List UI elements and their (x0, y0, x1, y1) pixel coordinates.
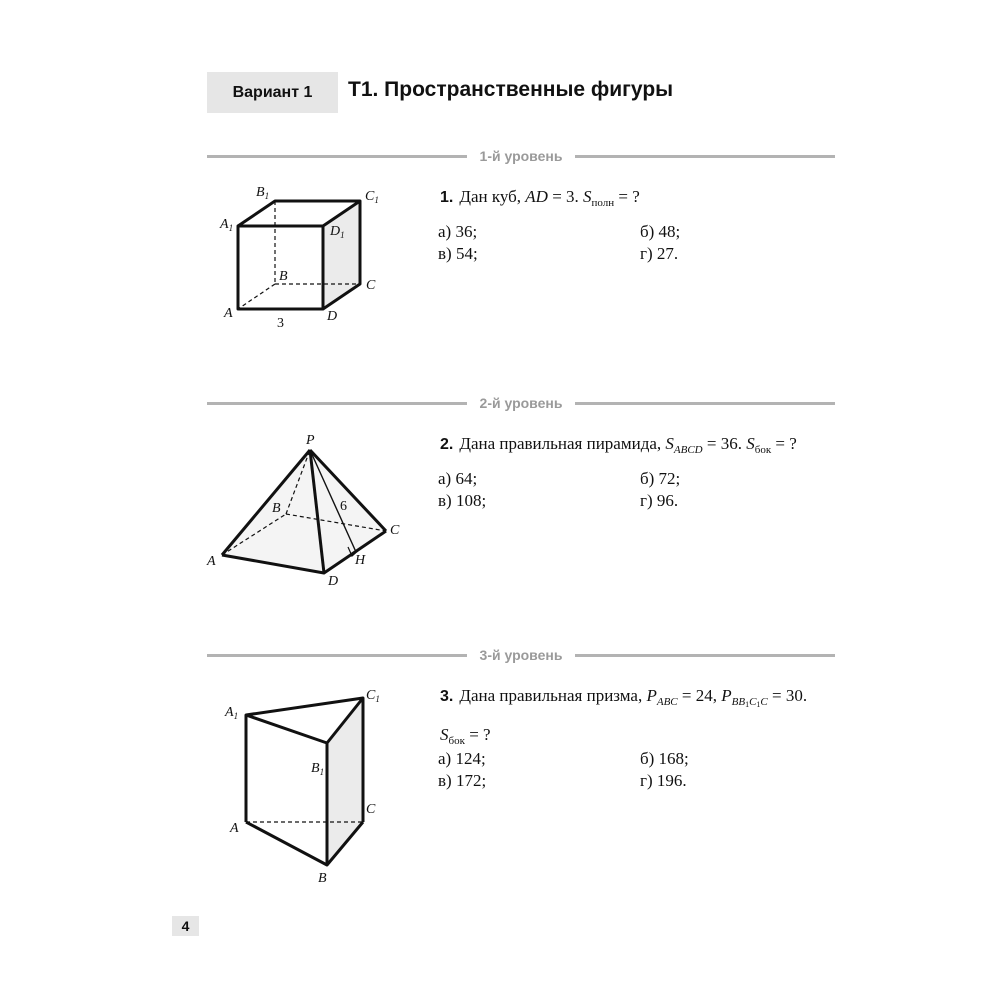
answer-a: а) 124; (438, 749, 486, 768)
problem-3-statement: 3. Дана правильная призма, $P_{ABC} = 24$, $P_{BB_1C_1C} = 30$. $S_{бок}$ = ? (440, 686, 808, 747)
answer-a: а) 64; (438, 469, 478, 488)
vertex-b-label: B (272, 501, 281, 516)
vertex-a-label: A (224, 306, 233, 321)
problem-2-statement: 2. Дана правильная пирамида, $S_{ABCD} = 36$. $S_{бок}$ = ? (440, 434, 797, 456)
vertex-a1-label: $A_1$ (220, 217, 234, 233)
level-3-divider (207, 645, 835, 665)
vertex-c1-label: $C_1$ (366, 688, 380, 704)
vertex-b1-label: $B_1$ (256, 185, 270, 201)
level-2-divider (207, 393, 835, 413)
cube-figure (200, 170, 400, 340)
answer-b: б) 48; (640, 222, 681, 241)
answer-b: б) 168; (640, 749, 689, 768)
vertex-p-label: P (306, 433, 315, 448)
vertex-d-label: D (328, 574, 339, 589)
prism-figure (215, 680, 395, 885)
divider-line (207, 402, 467, 405)
answer-d: г) 96. (640, 491, 679, 510)
vertex-b-label: B (318, 871, 327, 885)
answer-c: в) 108; (438, 491, 487, 510)
divider-line (575, 402, 835, 405)
vertex-a-label: A (230, 821, 239, 836)
vertex-c-label: C (366, 802, 376, 817)
level-label: 2-й уровень (479, 395, 563, 411)
level-1-divider (207, 146, 835, 166)
vertex-d-label: D (327, 309, 338, 324)
answer-d: г) 196. (640, 771, 687, 790)
vertex-b1-label: $B_1$ (311, 761, 325, 777)
answer-d: г) 27. (640, 244, 679, 263)
vertex-a-label: A (207, 554, 216, 569)
divider-line (575, 654, 835, 657)
edge-length-label: 3 (277, 316, 284, 331)
apothem-length-label: 6 (340, 499, 347, 514)
problem-1-statement: 1. Дан куб, AD = 3. $S_{полн}$ = ? (440, 187, 640, 209)
vertex-b-label: B (279, 269, 288, 284)
level-label: 3-й уровень (479, 647, 563, 663)
answer-a: а) 36; (438, 222, 478, 241)
divider-line (207, 155, 467, 158)
variant-label: Вариант 1 (207, 72, 338, 113)
answer-b: б) 72; (640, 469, 681, 488)
vertex-a1-label: $A_1$ (225, 705, 239, 721)
divider-line (575, 155, 835, 158)
page-number: 4 (172, 916, 199, 936)
vertex-c-label: C (390, 523, 400, 538)
vertex-c1-label: $C_1$ (365, 189, 379, 205)
page-title: Т1. Пространственные фигуры (348, 78, 674, 101)
point-h-label: H (355, 553, 366, 568)
answer-c: в) 54; (438, 244, 478, 263)
level-label: 1-й уровень (479, 148, 563, 164)
answer-c: в) 172; (438, 771, 487, 790)
pyramid-figure (200, 428, 410, 593)
vertex-c-label: C (366, 278, 376, 293)
vertex-d1-label: $D_1$ (330, 224, 345, 240)
divider-line (207, 654, 467, 657)
